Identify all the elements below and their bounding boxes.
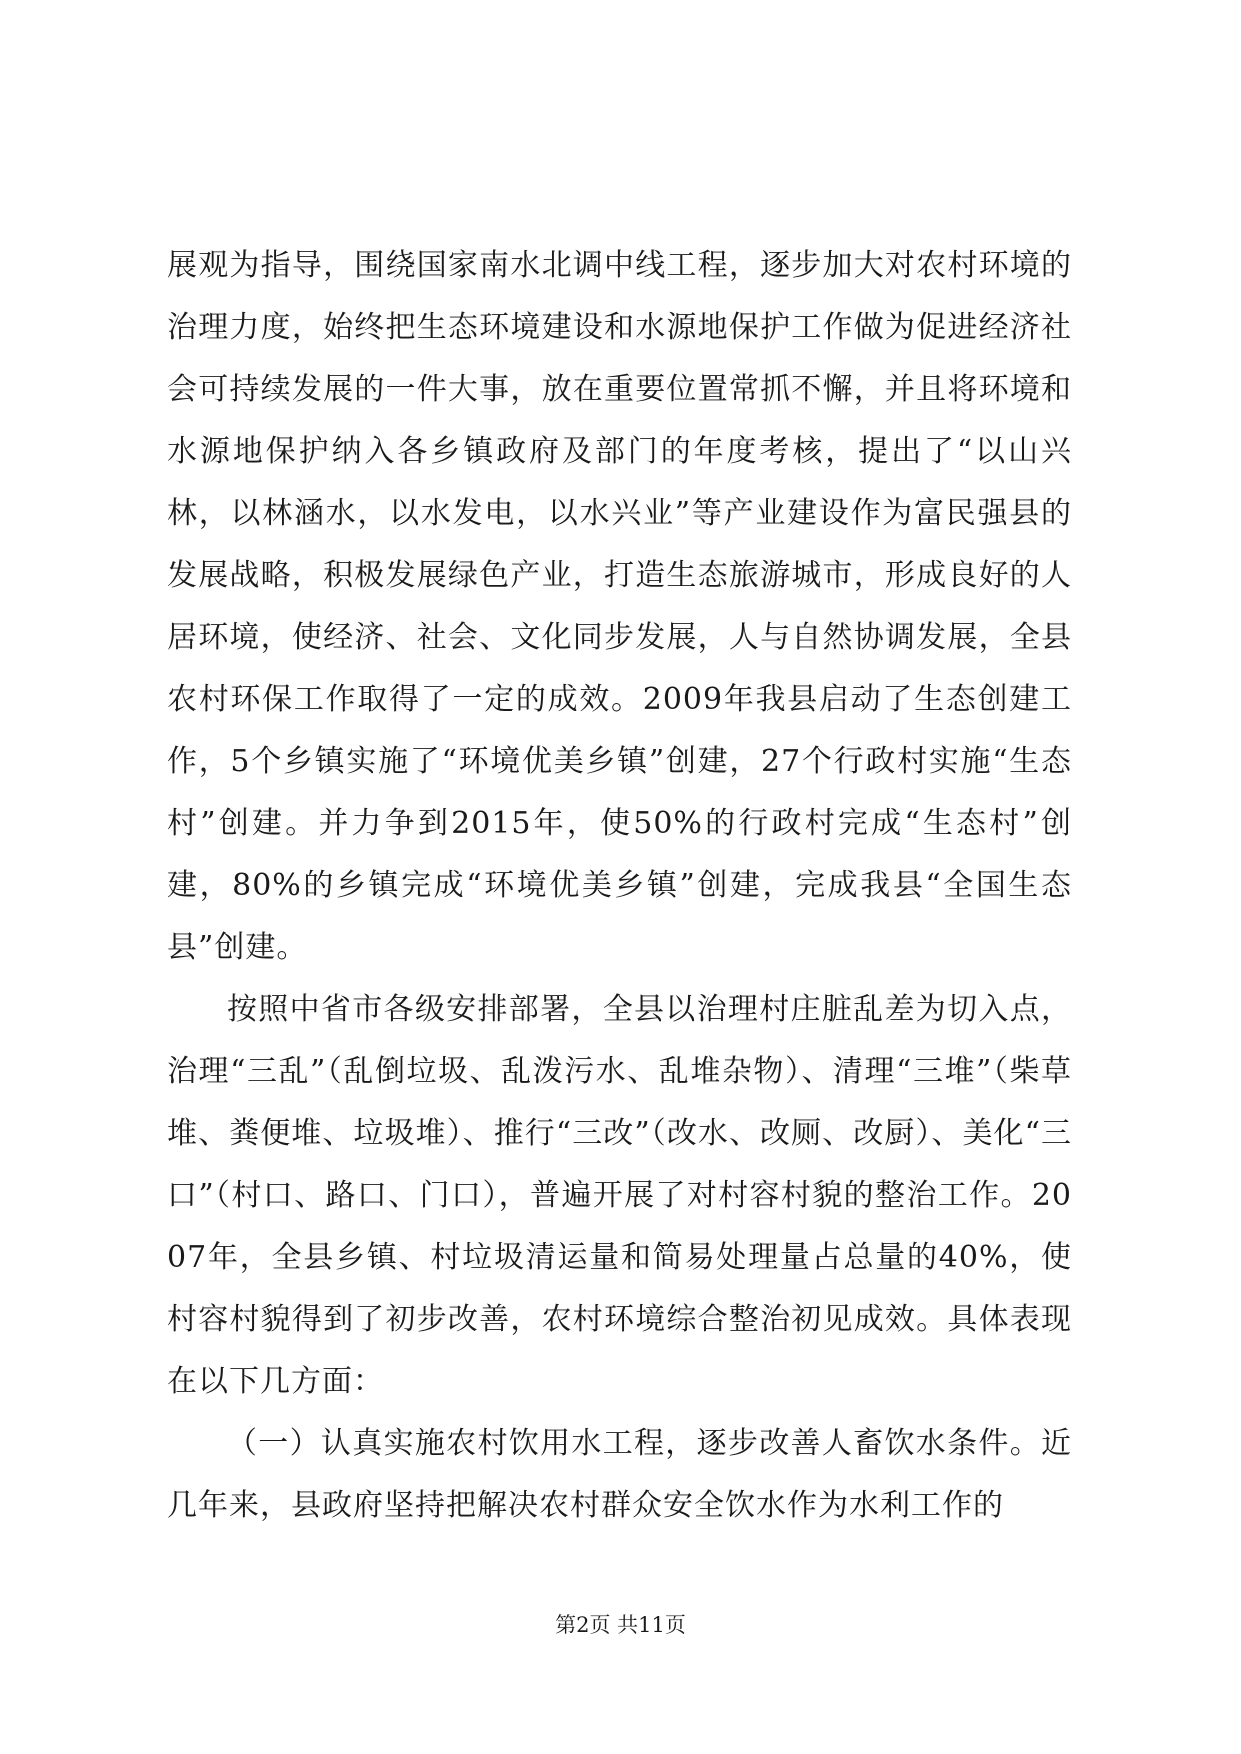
paragraph-1: 展观为指导，围绕国家南水北调中线工程，逐步加大对农村环境的治理力度，始终把生态环境建设和水源地保护工作做为促进经济社会可持续发展的一件大事，放在重要位置常抓不懈，并且将环境和水源地保护纳入各乡镇政府及部门的年度考核，提出了“以山兴林，以林涵水，以水发电，以水兴业”等产业建设作为富民强县的发展战略，积极发展绿色产业，打造生态旅游城市，形成良好的人居环境，使经济、社会、文化同步发展，人与自然协调发展，全县农村环保工作取得了一定的成效。2009年我县启动了生态创建工作，5个乡镇实施了“环境优美乡镇”创建，27个行政村实施“生态村”创建。并力争到2015年，使50%的行政村完成“生态村”创建，80%的乡镇完成“环境优美乡镇”创建，完成我县“全国生态县”创建。 [167,248,1072,965]
document-body [167,235,1072,1537]
paragraph-3: （一）认真实施农村饮用水工程，逐步改善人畜饮水条件。近几年来，县政府坚持把解决农村群众安全饮水作为水利工作的 [167,1426,1072,1523]
paragraph-2: 按照中省市各级安排部署，全县以治理村庄脏乱差为切入点，治理“三乱”（乱倒垃圾、乱泼污水、乱堆杂物）、清理“三堆”（柴草堆、粪便堆、垃圾堆）、推行“三改”（改水、改厕、改厨）、美化“三口”（村口、路口、门口），普遍开展了对村容村貌的整治工作。2007年，全县乡镇、村垃圾清运量和简易处理量占总量的40%，使村容村貌得到了初步改善，农村环境综合整治初见成效。具体表现在以下几方面： [167,992,1072,1399]
page-footer: 第2页 共11页 [555,1613,686,1637]
